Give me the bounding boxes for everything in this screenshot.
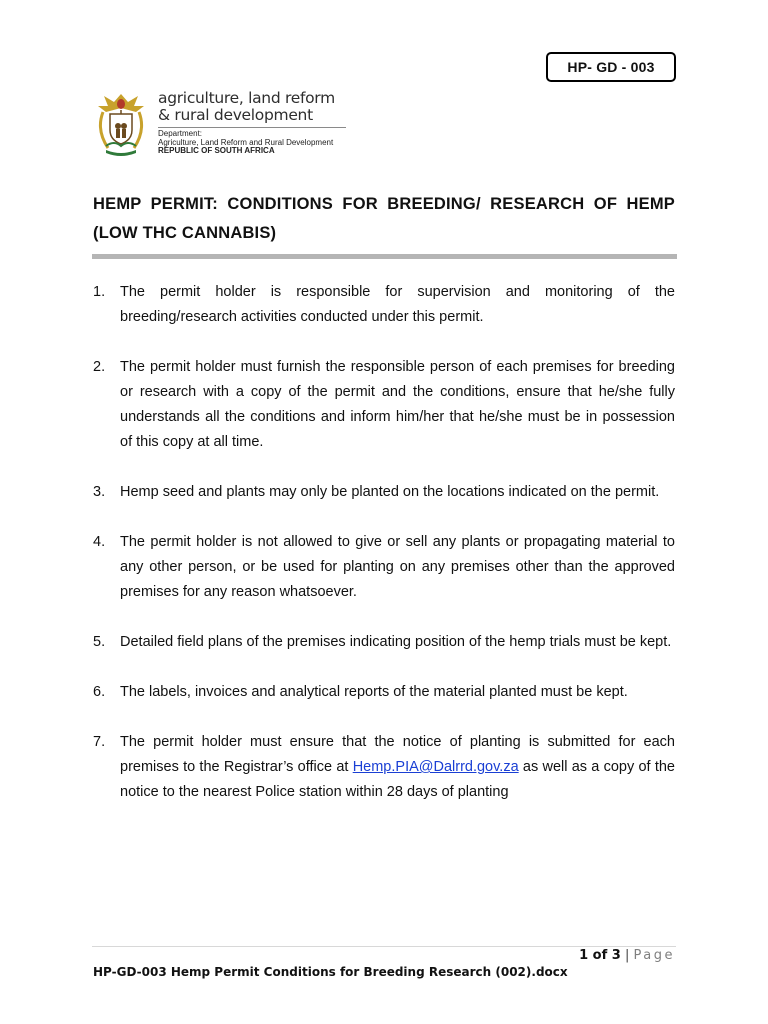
- item-text-before-email: The permit holder must ensure that the notice of planting is submitted for each premises to the Registrar’s office at: [120, 734, 675, 775]
- item-number: 7.: [93, 734, 106, 750]
- page-number: [579, 948, 675, 964]
- page-count: 1 of 3: [579, 948, 621, 963]
- list-item: [93, 630, 675, 655]
- list-item: [93, 280, 675, 330]
- republic-label: REPUBLIC OF SOUTH AFRICA: [158, 146, 275, 155]
- department-logo: [92, 88, 352, 160]
- item-text: The permit holder must furnish the responsible person of each premises for breeding or research with a copy of the permit and the conditions, ensure that he/she fully understands all the conditions and inform him/her that he/she must be in possession of this copy at all time.: [120, 359, 675, 450]
- page-word: Page: [633, 948, 675, 963]
- document-title: HEMP PERMIT: CONDITIONS FOR BREEDING/ RESEARCH OF HEMP (LOW THC CANNABIS): [93, 195, 675, 242]
- item-number: 1.: [93, 284, 106, 300]
- department-name-line2: & rural development: [158, 106, 313, 124]
- conditions-list: [93, 280, 675, 830]
- document-code: HP- GD - 003: [567, 59, 655, 75]
- item-text: Detailed field plans of the premises indicating position of the hemp trials must be kept.: [120, 634, 672, 650]
- department-full-name: Agriculture, Land Reform and Rural Development: [158, 137, 334, 147]
- page-separator: |: [624, 948, 630, 963]
- item-number: 4.: [93, 534, 106, 550]
- item-text: Hemp seed and plants may only be planted on the locations indicated on the permit.: [120, 484, 660, 500]
- title-divider: [92, 254, 677, 259]
- logo-divider: [158, 127, 346, 128]
- item-text: The labels, invoices and analytical reports of the material planted must be kept.: [120, 684, 628, 700]
- list-item: [93, 480, 675, 505]
- registrar-email-link[interactable]: Hemp.PIA@Dalrrd.gov.za: [352, 759, 519, 775]
- department-name: [158, 90, 335, 124]
- list-item: [93, 730, 675, 805]
- footer-divider: [92, 946, 676, 947]
- item-text-after-email: as well as a copy of the notice to the nearest Police station within 28 days of planting: [120, 759, 675, 800]
- item-text: The permit holder is responsible for supervision and monitoring of the breeding/research activities conducted under this permit.: [120, 284, 675, 325]
- list-item: [93, 530, 675, 605]
- department-subtitle: [158, 130, 333, 156]
- list-item: [93, 355, 675, 455]
- document-code-box: [546, 52, 676, 82]
- item-number: 5.: [93, 634, 106, 650]
- department-label: Department:: [158, 129, 203, 138]
- footer-filename: HP-GD-003 Hemp Permit Conditions for Breeding Research (002).docx: [93, 965, 568, 979]
- item-number: 2.: [93, 359, 106, 375]
- list-item: [93, 680, 675, 705]
- department-name-line1: agriculture, land reform: [158, 89, 335, 107]
- item-text: The permit holder is not allowed to give or sell any plants or propagating material to any other person, or be used for planting on any premises other than the approved premises for any reason whatsoever.: [120, 534, 675, 600]
- item-number: 6.: [93, 684, 106, 700]
- item-number: 3.: [93, 484, 106, 500]
- coat-of-arms-icon: [94, 90, 148, 156]
